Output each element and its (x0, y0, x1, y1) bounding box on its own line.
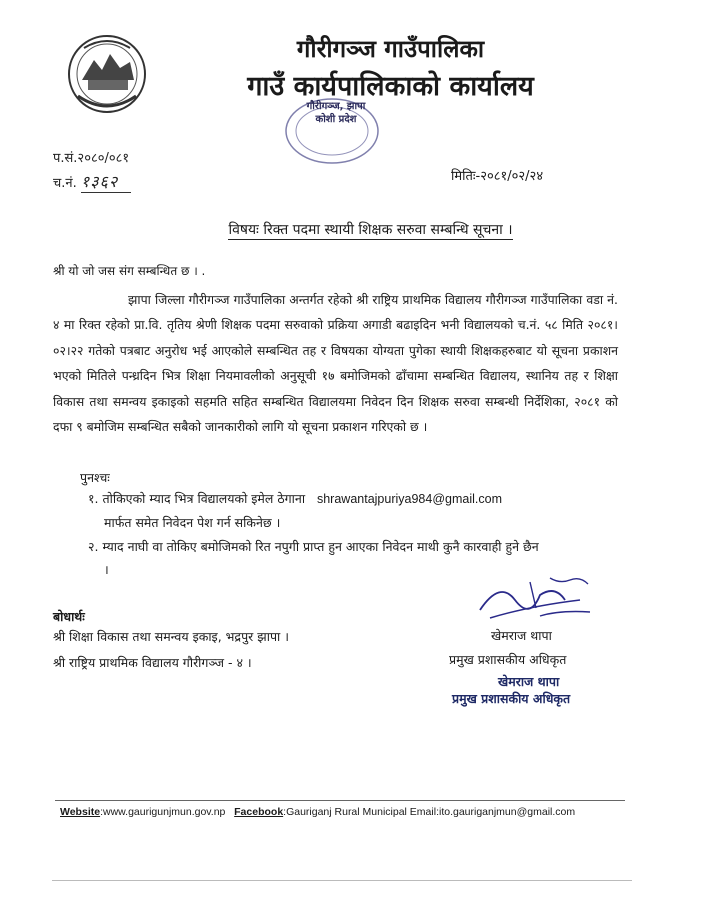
signatory-post: प्रमुख प्रशासकीय अधिकृत (449, 652, 567, 667)
footer-email[interactable]: Email:ito.gauriganjmun@gmail.com (406, 806, 576, 818)
date: मितिः-२०८१/०२/२४ (451, 169, 544, 184)
signatory-stamp-name: खेमराज थापा (498, 674, 560, 689)
footer-divider (55, 800, 625, 801)
cc-label: बोधार्थः (53, 609, 85, 624)
cc-item-1: श्री शिक्षा विकास तथा समन्वय इकाइ, भद्रपुर झापा । (53, 629, 289, 644)
dispatch-number: च.नं. १३६२ (53, 170, 131, 193)
postscript-item-2-cont: । (104, 562, 109, 577)
postscript-item-1: १. तोकिएको म्याद भित्र विद्यालयको इमेल ठेगाना shrawantajpuriya984@gmail.com (88, 491, 502, 506)
office-name: गौरीगञ्ज गाउँपालिका (296, 35, 485, 63)
salutation: श्री यो जो जस संग सम्बन्धित छ । . (53, 264, 206, 278)
footer (60, 806, 575, 818)
notice-body: झापा जिल्ला गौरीगञ्ज गाउँपालिका अन्तर्गत रहेको श्री राष्ट्रिय प्राथमिक विद्यालय गौरीगञ्ज गाउँपालिका वडा नं. ४ मा रिक्त रहेको प्रा.वि. तृतिय श्रेणी शिक्षक पदमा सरुवाको प्रक्रिया अगाडी बढाइदिन भनी विद्यालयको च.नं. ५८ मिति २०८१।०२।२२ गतेको पत्रबाट अनुरोध भई आएकोले सम्बन्धित तह र विषयका योग्यता पुगेका स्थायी शिक्षकहरुबाट यो सूचना प्रकाशन भएको मितिले पन्ध्रदिन भित्र शिक्षा नियमावलीको अनुसूची १७ बमोजिमको ढाँचामा सम्बन्धित विद्यालय, स्थानिय तह र शिक्षा विकास तथा समन्वय इकाइको सहमति सहित सम्बन्धित विद्यालयमा निवेदन दिन शिक्षक सरुवा सम्बन्धी निर्देशिका, २०८१ को दफा ९ बमोजिम सम्बन्धित सबैको जानकारीको लागि यो सूचना प्रकाशन गरिएको छ । (53, 292, 618, 435)
website-link[interactable]: :www.gaurigunjmun.gov.np (100, 806, 226, 818)
facebook-label: Facebook (234, 806, 284, 818)
facebook-text: :Gauriganj Rural Municipal (283, 806, 407, 818)
stamp-text: गौरीगञ्ज, झापा कोशी प्रदेश (306, 101, 366, 125)
subject-line: विषयः रिक्त पदमा स्थायी शिक्षक सरुवा सम्बन्धि सूचना । (228, 222, 513, 238)
website-label: Website (60, 806, 101, 818)
reference-number: प.सं.२०८०/०८१ (53, 151, 130, 166)
postscript-label: पुनश्चः (80, 470, 110, 485)
postscript-item-2: २. म्याद नाघी वा तोकिए बमोजिमको रित नपुगी प्राप्त हुन आएका निवेदन माथी कुनै कारवाही हुने छैन (88, 539, 539, 554)
signatory-stamp-post: प्रमुख प्रशासकीय अधिकृत (452, 691, 571, 706)
signature-icon (470, 570, 600, 630)
signatory-name: खेमराज थापा (491, 628, 552, 643)
cc-item-2: श्री राष्ट्रिय प्राथमिक विद्यालय गौरीगञ्ज - ४ । (53, 655, 252, 670)
office-subtitle: गाउँ कार्यपालिकाको कार्यालय (247, 71, 534, 102)
school-email: shrawantajpuriya984@gmail.com (316, 492, 502, 506)
dispatch-number-handwritten: १३६२ (81, 170, 131, 193)
postscript-item-1-cont: मार्फत समेत निवेदन पेश गर्न सकिनेछ । (104, 515, 281, 530)
bottom-divider (52, 880, 632, 881)
